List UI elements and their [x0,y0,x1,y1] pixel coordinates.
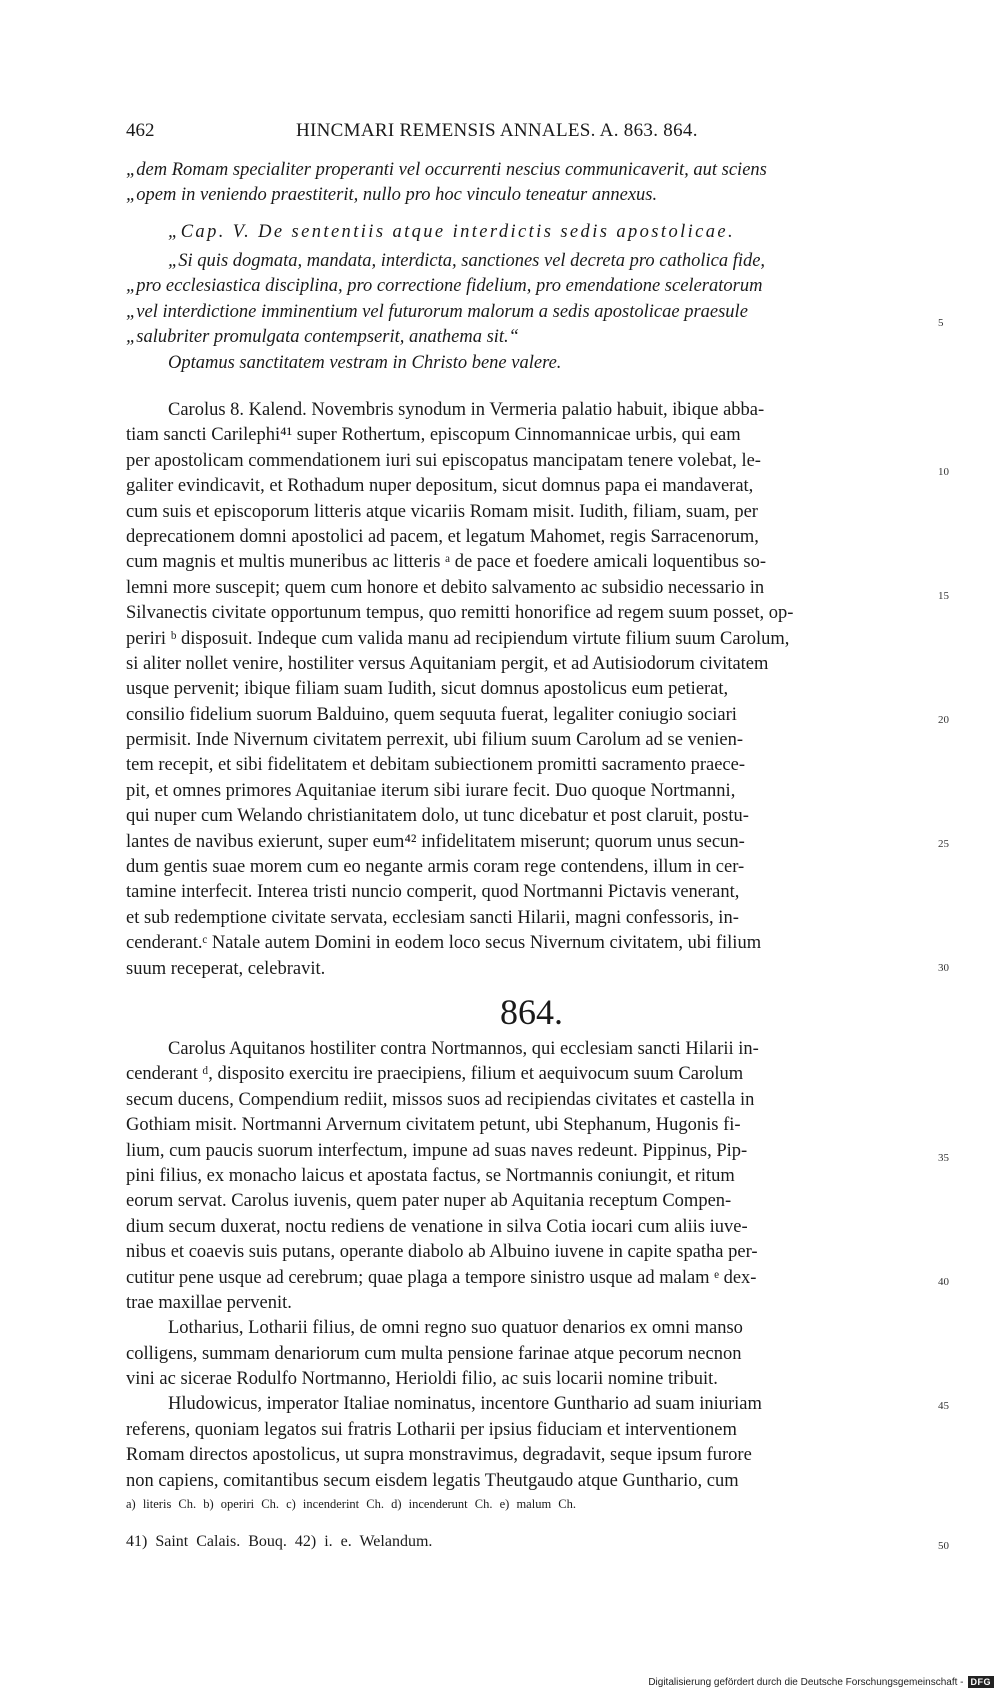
text-line: lium, cum paucis suorum interfectum, impune ad suas naves redeunt. Pippinus, Pip- [126,1140,748,1161]
text-line: consilio fidelium suorum Balduino, quem sequuta fuerat, legaliter coniugio sociari [126,704,737,725]
chapter-text [126,249,932,376]
text-line: dium secum duxerat, noctu rediens de venatione in silva Cotia iocari cum aliis iuve- [126,1216,748,1237]
text-line: pit, et omnes primores Aquitaniae iterum sibi iurare fecit. Duo quoque Nortmanni, [126,780,736,801]
text-line: eorum servat. Carolus iuvenis, quem pater nuper ab Aquitania receptum Compen- [126,1191,732,1212]
text-line: Gothiam misit. Nortmanni Arvernum civitatem petunt, ubi Stephanum, Hugonis fi- [126,1115,741,1136]
text-line: permisit. Inde Nivernum civitatem perrexit, ubi filium suum Carolum ad se venien- [126,730,744,751]
text-line: deprecationem domni apostolici ad pacem, et legatum Mahomet, regis Sarracenorum, [126,526,759,547]
text-line: si aliter nollet venire, hostiliter versus Aquitaniam pergit, et ad Autisiodorum civitatem [126,653,769,674]
text-line: „dem Romam specialiter properanti vel occurrenti nescius communicaverit, aut sciens [126,160,767,180]
credit-text: Digitalisierung gefördert durch die Deutsche Forschungsgemeinschaft - [648,1676,964,1688]
digitization-credit [648,1676,994,1688]
chapter-title: „Cap. V. De sententiis atque interdictis sedis apostolicae. [168,222,736,242]
line-number: 15 [938,590,949,602]
text-line: usque pervenit; ibique filiam suam Iudith, sicut domnus apostolicus eum petierat, [126,679,729,700]
text-line: lemni more suscepit; quem cum honore et debito salvamento ac subsidio necessario in [126,577,765,598]
text-line: cum suis et episcoporum litteris atque vicariis Romam misit. Iudith, filiam, suam, per [126,501,758,522]
annal-863-text [126,398,932,982]
annal-864-text [126,1037,932,1494]
chapter-heading [126,220,932,245]
text-line: Carolus 8. Kalend. Novembris synodum in Vermeria palatio habuit, ibique abba- [168,400,765,420]
text-line: „salubriter promulgata contempserit, anathema sit.“ [126,327,519,348]
text-line: Romam directos apostolicus, ut supra monstravimus, degradavit, seque ipsum furore [126,1445,752,1466]
text-line: Silvanectis civitate opportunum tempus, quo remitti honorifice ad regem suum posset, op- [126,603,794,624]
text-line: colligens, summam denariorum cum multa pensione farinae atque pecorum necnon [126,1343,742,1364]
text-line: cum magnis et multis muneribus ac litteris ᵃ de pace et foedere amicali loquentibus so- [126,552,767,573]
letter-continuation [126,158,932,209]
year-heading: 864. [500,992,563,1032]
critical-footnotes: a) literis Ch. b) operiri Ch. c) incenderint Ch. d) incenderunt Ch. e) malum Ch. [126,1497,577,1511]
text-line: „vel interdictione imminentium vel futurorum malorum a sedis apostolicae praesule [126,301,748,322]
line-number: 40 [938,1276,949,1288]
text-line: galiter evindicavit, et Rothadum nuper depositum, sicut domnus papa ei mandaverat, [126,476,754,497]
running-title: HINCMARI REMENSIS ANNALES. A. 863. 864. [296,120,698,141]
text-line: „pro ecclesiastica disciplina, pro correctione fidelium, pro emendatione sceleratorum [126,276,763,297]
text-line: referens, quoniam legatos sui fratris Lotharii per ipsius fiduciam et interventionem [126,1419,737,1440]
line-number: 20 [938,714,949,726]
text-line: trae maxillae pervenit. [126,1292,292,1313]
text-line: non capiens, comitantibus secum eisdem legatis Theutgaudo atque Gunthario, cum [126,1470,739,1491]
text-line: tem recepit, et sibi fidelitatem et debitam subiectionem promitti sacramento praece- [126,755,746,776]
text-line: vini ac sicerae Rodulfo Nortmanno, Herioldi filio, ac suis locarii nomine tribuit. [126,1369,718,1390]
text-line: Carolus Aquitanos hostiliter contra Nortmannos, qui ecclesiam sancti Hilarii in- [168,1039,759,1059]
text-line: lantes de navibus exierunt, super eum⁴² infidelitatem miserunt; quorum unus secun- [126,831,745,852]
text-line: Optamus sanctitatem vestram in Christo bene valere. [168,352,562,373]
text-line: et sub redemptione civitate servata, ecclesiam sancti Hilarii, magni confessoris, in- [126,907,739,928]
line-number: 35 [938,1152,949,1164]
text-line: cutitur pene usque ad cerebrum; quae plaga a tempore sinistro usque ad malam ᵉ dex- [126,1267,757,1288]
text-line: „opem in veniendo praestiterit, nullo pro hoc vinculo teneatur annexus. [126,185,658,206]
line-number: 10 [938,466,949,478]
text-line: per apostolicam commendationem iuri sui episcopatus mancipatam tenere volebat, le- [126,450,761,471]
line-number: 45 [938,1400,949,1412]
text-line: cenderant ᵈ, disposito exercitu ire praecipiens, filium et aequivocum suum Carolum [126,1064,744,1085]
text-line: periri ᵇ disposuit. Indeque cum valida manu ad recipiendum virtute filium suum Carolum, [126,628,790,649]
text-line: cenderant.ᶜ Natale autem Domini in eodem loco secus Nivernum civitatem, ubi filium [126,933,762,954]
text-line: pini filius, ex monacho laicus et apostata factus, se Nortmannis coniungit, et ritum [126,1165,735,1186]
text-line: suum receperat, celebravit. [126,958,326,979]
line-number: 50 [938,1540,949,1552]
text-line: tiam sancti Carilephi⁴¹ super Rothertum, episcopum Cinnomannicae urbis, qui eam [126,425,741,446]
text-line: secum ducens, Compendium rediit, missos suos ad recipiendas civitates et castella in [126,1089,755,1110]
running-header [126,120,766,150]
line-number: 25 [938,838,949,850]
text-line: Lotharius, Lotharii filius, de omni regno suo quatuor denarios ex omni manso [168,1318,743,1339]
line-number: 30 [938,962,949,974]
editorial-footnotes: 41) Saint Calais. Bouq. 42) i. e. Welandum. [126,1533,433,1550]
dfg-logo: DFG [968,1676,995,1688]
text-line: dum gentis suae morem cum eo negante armis coram rege contendens, illum in cer- [126,857,745,878]
text-line: tamine interfecit. Interea tristi nuncio comperit, quod Nortmanni Pictavis venerant, [126,882,740,903]
text-line: „Si quis dogmata, mandata, interdicta, sanctiones vel decreta pro catholica fide, [168,251,766,271]
text-line: Hludowicus, imperator Italiae nominatus, incentore Gunthario ad suam iniuriam [168,1394,762,1415]
page-number: 462 [126,120,155,141]
text-line: nibus et coaevis suis putans, operante diabolo ab Albuino iuvene in capite spatha per- [126,1242,758,1263]
text-line: qui nuper cum Welando christianitatem dolo, ut tunc dicebatur et post claruit, postu- [126,806,749,827]
line-number: 5 [938,317,944,329]
